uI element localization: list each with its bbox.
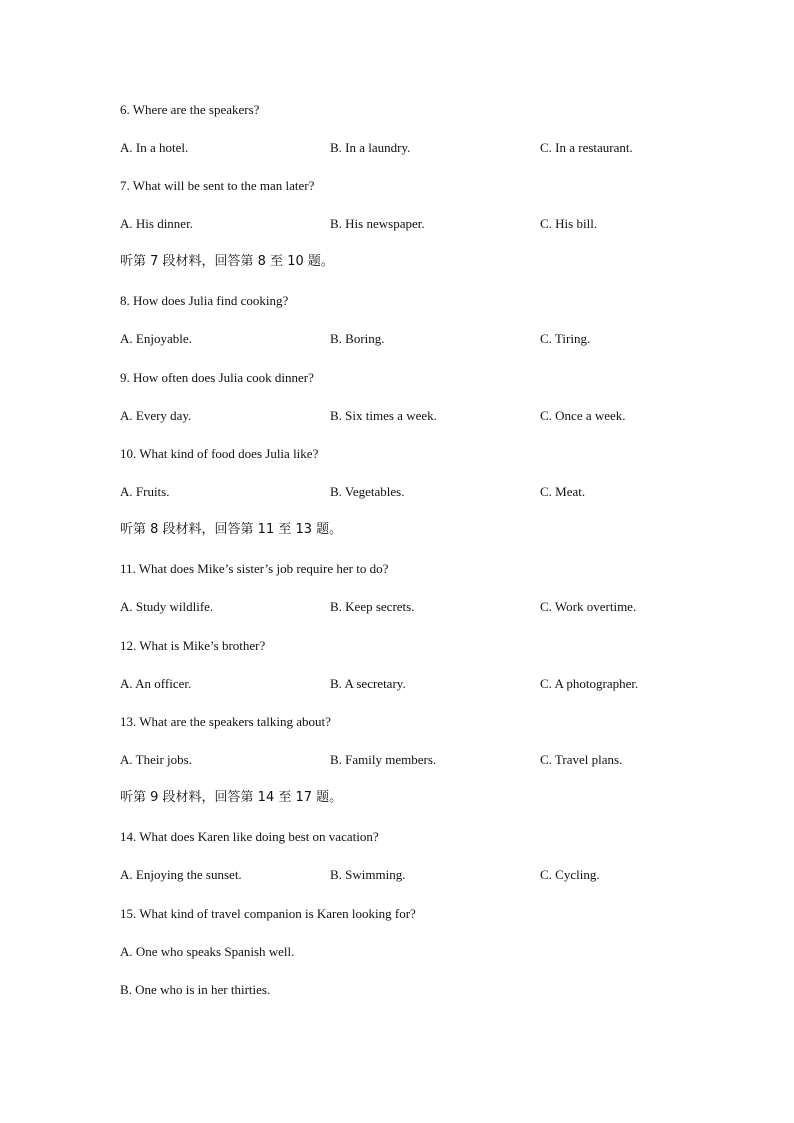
- option-a: A. Their jobs.: [120, 752, 192, 767]
- option-c: C. Work overtime.: [540, 599, 637, 614]
- option-a: A. Study wildlife.: [120, 599, 214, 614]
- question-9: 9. How often does Julia cook dinner?: [120, 370, 314, 385]
- option-a: A. His dinner.: [120, 216, 193, 231]
- question-10: 10. What kind of food does Julia like?: [120, 446, 319, 461]
- option-c: C. Once a week.: [540, 408, 626, 423]
- option-b: B. A secretary.: [330, 676, 406, 691]
- option-c: C. In a restaurant.: [540, 140, 633, 155]
- question-13: 13. What are the speakers talking about?: [120, 714, 331, 729]
- option-c: C. Meat.: [540, 484, 586, 499]
- option-c: C. A photographer.: [540, 676, 639, 691]
- option-c: C. Tiring.: [540, 331, 591, 346]
- question-11: 11. What does Mike’s sister’s job require her to do?: [120, 561, 389, 576]
- option-c: C. His bill.: [540, 216, 598, 231]
- question-14: 14. What does Karen like doing best on vacation?: [120, 829, 379, 844]
- option-b: B. In a laundry.: [330, 140, 411, 155]
- option-a: A. Every day.: [120, 408, 192, 423]
- option-b: B. Swimming.: [330, 867, 406, 882]
- option-b: B. Six times a week.: [330, 408, 437, 423]
- option-c: C. Travel plans.: [540, 752, 623, 767]
- option-b: B. Boring.: [330, 331, 385, 346]
- option-a: A. Enjoyable.: [120, 331, 192, 346]
- option-b: B. Family members.: [330, 752, 437, 767]
- question-7: 7. What will be sent to the man later?: [120, 178, 315, 193]
- option-a: A. In a hotel.: [120, 140, 189, 155]
- question-8: 8. How does Julia find cooking?: [120, 293, 289, 308]
- question-12: 12. What is Mike’s brother?: [120, 638, 266, 653]
- section-heading-9: 听第 9 段材料，回答第 14 至 17 题。: [120, 790, 343, 805]
- section-heading-8: 听第 8 段材料，回答第 11 至 13 题。: [120, 522, 343, 537]
- option-a: A. An officer.: [120, 676, 192, 691]
- question-6: 6. Where are the speakers?: [120, 102, 260, 117]
- option-a: A. Enjoying the sunset.: [120, 867, 242, 882]
- option-b-line: B. One who is in her thirties.: [120, 982, 271, 997]
- question-15: 15. What kind of travel companion is Karen looking for?: [120, 906, 416, 921]
- option-a-line: A. One who speaks Spanish well.: [120, 944, 295, 959]
- section-heading-7: 听第 7 段材料，回答第 8 至 10 题。: [120, 254, 334, 269]
- option-b: B. Vegetables.: [330, 484, 405, 499]
- option-b: B. Keep secrets.: [330, 599, 415, 614]
- option-a: A. Fruits.: [120, 484, 170, 499]
- option-b: B. His newspaper.: [330, 216, 425, 231]
- option-c: C. Cycling.: [540, 867, 600, 882]
